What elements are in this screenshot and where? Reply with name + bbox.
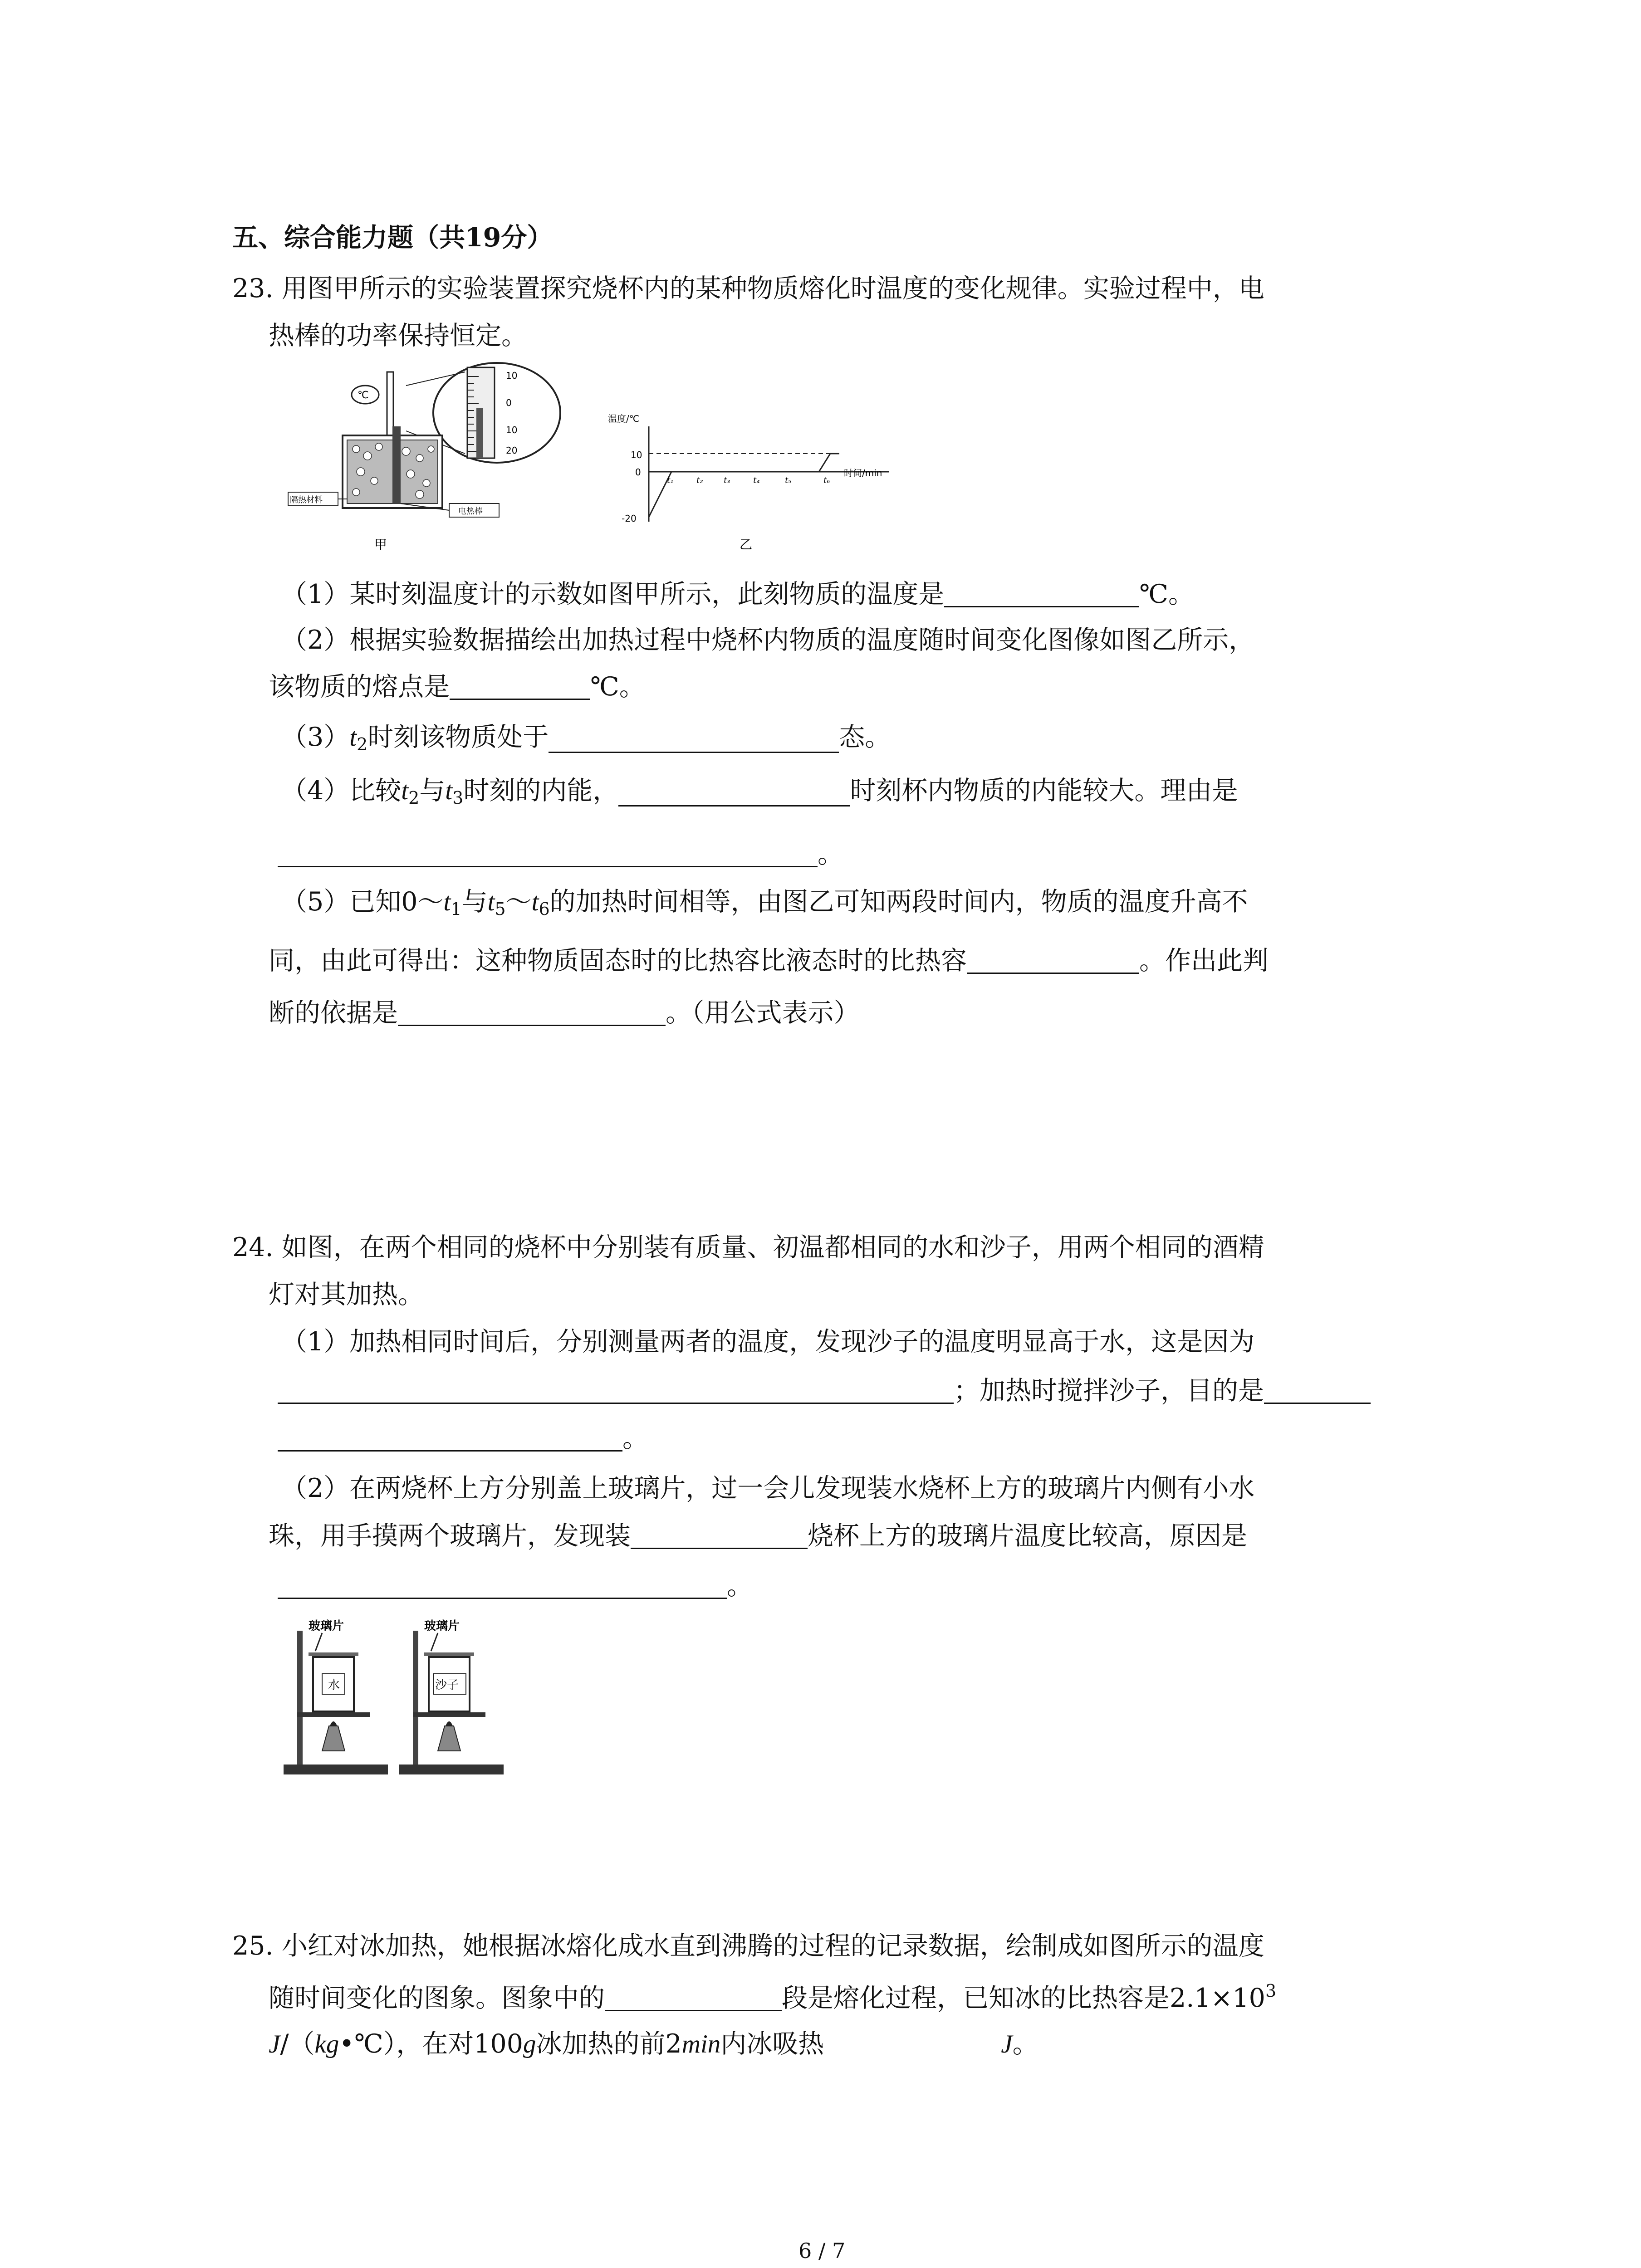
- label-water: 水: [328, 1678, 340, 1692]
- blank-23-3[interactable]: [549, 727, 839, 753]
- blank-23-4a[interactable]: [618, 781, 850, 807]
- q23-part4-line2: 。: [278, 841, 843, 867]
- figure-caption-jia: 甲: [374, 537, 387, 552]
- blank-24-1b[interactable]: [1264, 1378, 1371, 1404]
- scale-label-10: 10: [506, 425, 518, 435]
- figure-jia: [284, 358, 565, 558]
- tick-t6: t₆: [823, 476, 830, 485]
- blank-24-1a[interactable]: [278, 1378, 954, 1404]
- blank-24-2a[interactable]: [631, 1523, 808, 1549]
- label-glass-right: 玻璃片: [424, 1619, 460, 1633]
- figure-caption-yi: 乙: [740, 537, 753, 552]
- blank-23-5b[interactable]: [398, 1000, 666, 1026]
- heater-rod: [392, 426, 401, 503]
- blank-23-1[interactable]: [944, 582, 1139, 607]
- figure-yi-graph: [603, 408, 930, 558]
- tick-t2: t₂: [696, 476, 703, 485]
- q23-part1: （1）某时刻温度计的示数如图甲所示，此刻物质的温度是 ℃。: [281, 579, 1195, 609]
- q23-part5-line3: 断的依据是 。（用公式表示）: [269, 998, 860, 1028]
- tick-0: 0: [635, 467, 641, 478]
- q24-part2-line3: 。: [278, 1573, 753, 1599]
- tick-t3: t₃: [724, 476, 730, 485]
- q24-stem-line1: 24. 如图，在两个相同的烧杯中分别装有质量、初温都相同的水和沙子，用两个相同的酒精: [232, 1232, 1264, 1262]
- q24-part1-line2: ；加热时搅拌沙子，目的是: [278, 1378, 1371, 1404]
- q24-part2-line2: 珠，用手摸两个玻璃片，发现装 烧杯上方的玻璃片温度比较高，原因是: [269, 1521, 1247, 1551]
- tick-minus-20: -20: [622, 513, 637, 524]
- q23-part5-line1: （5）已知$0\sim t_1$与$t_5\sim t_6$的加热时间相等，由图乙可知两段时间内，物质的温度升高不: [281, 887, 1248, 919]
- q24-part1-line1: （1）加热相同时间后，分别测量两者的温度，发现沙子的温度明显高于水，这是因为: [281, 1327, 1255, 1357]
- thermometer-unit-label: ℃: [358, 390, 369, 401]
- tick-t5: t₅: [785, 476, 792, 485]
- blank-23-4b[interactable]: [278, 841, 818, 867]
- tick-t4: t₄: [753, 476, 760, 485]
- apparatus-water: [284, 1619, 388, 1774]
- section-title: 五、综合能力题（共19分）: [232, 222, 553, 253]
- blank-24-2b[interactable]: [278, 1573, 727, 1599]
- x-axis-label: 时间/min: [844, 468, 882, 479]
- page-number: 6 / 7: [798, 2239, 846, 2263]
- q23-part2-line1: （2）根据实验数据描绘出加热过程中烧杯内物质的温度随时间变化图像如图乙所示，: [281, 625, 1255, 655]
- y-axis-label: 温度/℃: [608, 413, 640, 424]
- q24-part2-line1: （2）在两烧杯上方分别盖上玻璃片，过一会儿发现装水烧杯上方的玻璃片内侧有小水: [281, 1473, 1255, 1503]
- q23-part5-line2: 同，由此可得出：这种物质固态时的比热容比液态时的比热容 。作出此判: [269, 946, 1269, 976]
- q23-part3: $(3)t_2$时刻该物质处于 态。: [281, 722, 891, 754]
- q24-stem-line2: 灯对其加热。: [269, 1280, 424, 1310]
- label-glass-left: 玻璃片: [309, 1619, 344, 1633]
- blank-24-1c[interactable]: [278, 1426, 622, 1452]
- q25-stem-line1: 25. 小红对冰加热，她根据冰熔化成水直到沸腾的过程的记录数据，绘制成如图所示的温度: [232, 1931, 1264, 1961]
- label-heater: 电热棒: [458, 507, 483, 516]
- q23-stem-line2: 热棒的功率保持恒定。: [269, 321, 527, 351]
- temperature-curve: [649, 454, 839, 517]
- scale-label-20: 20: [506, 445, 518, 456]
- tick-t1: t₁: [667, 476, 674, 485]
- q23-stem-line1: 23. 用图甲所示的实验装置探究烧杯内的某种物质熔化时温度的变化规律。实验过程中，电: [232, 274, 1264, 303]
- q25-stem-line3: J/（kg•℃），在对100g冰加热的前2min内冰吸热 J。: [269, 2029, 1038, 2059]
- apparatus-sand: [399, 1619, 504, 1774]
- blank-23-5a[interactable]: [967, 948, 1139, 974]
- blank-23-2[interactable]: [450, 674, 590, 700]
- scale-label-0: 0: [506, 397, 512, 408]
- q24-part1-line3: 。: [278, 1426, 648, 1452]
- tick-10: 10: [631, 450, 642, 460]
- q23-part4: （4）比较$t_2$与$t_3$时刻的内能， 时刻杯内物质的内能较大。理由是: [281, 776, 1238, 808]
- magnifier-circle: [433, 363, 560, 463]
- q25-stem-line2: 随时间变化的图象。图象中的 段是熔化过程，已知冰的比热容是$2.1\times 10^3$: [269, 1981, 1277, 2013]
- blank-25-1[interactable]: [605, 1985, 782, 2011]
- scale-label-10-top: 10: [506, 370, 518, 381]
- label-insulation: 隔热材料: [290, 495, 323, 505]
- figure-q24-apparatus: [279, 1617, 515, 1780]
- label-sand: 沙子: [435, 1678, 459, 1692]
- q23-part2-line2: 该物质的熔点是 ℃。: [269, 672, 645, 702]
